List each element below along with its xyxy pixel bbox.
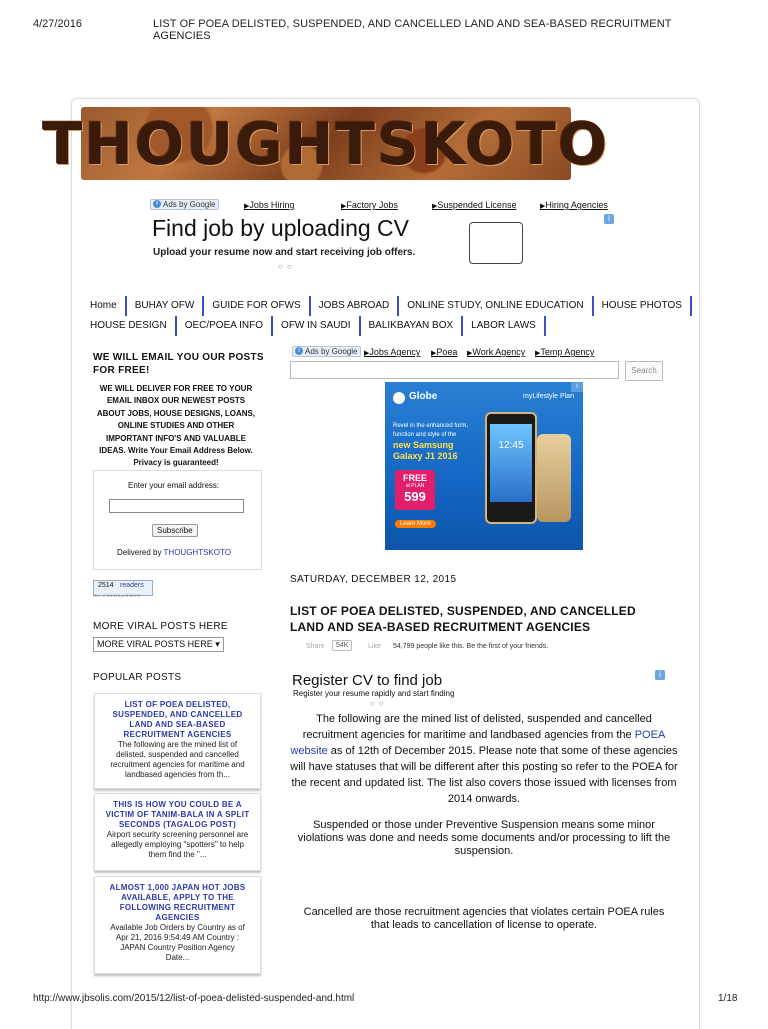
like-button[interactable]: Like bbox=[368, 643, 381, 650]
nav-online-study[interactable]: ONLINE STUDY, ONLINE EDUCATION bbox=[399, 296, 593, 316]
delivered-by-link[interactable]: THOUGHTSKOTO bbox=[163, 548, 231, 557]
email-heading-line2: FOR FREE! bbox=[93, 365, 150, 376]
ad-search-button[interactable]: Search bbox=[625, 361, 663, 381]
ad-link-suspended-license[interactable]: ▶ Suspended License bbox=[432, 200, 516, 210]
subscribe-button[interactable]: Subscribe bbox=[152, 524, 198, 537]
feedburner-caption: BY FEEDBURNER bbox=[94, 593, 141, 598]
ad-info-icon[interactable]: i bbox=[604, 214, 614, 224]
print-page-number: 1/18 bbox=[718, 993, 738, 1004]
share-label[interactable]: Share bbox=[306, 643, 325, 650]
globe-learn-more[interactable]: Learn More bbox=[395, 520, 436, 528]
ad-link-work-agency[interactable]: ▶ Work Agency bbox=[467, 347, 525, 357]
popular-post-title: ALMOST 1,000 JAPAN HOT JOBS AVAILABLE, APPLY TO THE FOLLOWING RECRUITMENT AGENCIES bbox=[109, 883, 246, 922]
popular-post-snippet: The following are the mined list of delisted, suspended and cancelled recruitment agencies for maritime and landbased agencies from th... bbox=[110, 740, 245, 779]
share-count: 54K bbox=[332, 640, 352, 651]
popular-post-title: THIS IS HOW YOU COULD BE A VICTIM OF TANIM-BALA IN A SPLIT SECONDS (TAGALOG POST) bbox=[105, 800, 250, 829]
nav-buhay-ofw[interactable]: BUHAY OFW bbox=[127, 296, 205, 316]
inline-ad-headline[interactable]: Register CV to find job bbox=[292, 672, 443, 689]
ad-subline[interactable]: Upload your resume now and start receiving job offers. bbox=[153, 247, 416, 258]
viral-posts-select[interactable]: MORE VIRAL POSTS HERE ▾ bbox=[93, 637, 224, 652]
like-text: 54,799 people like this. Be the first of your friends. bbox=[393, 643, 549, 650]
ad-pager-dots[interactable]: ○○ bbox=[370, 699, 388, 708]
post-paragraph-1: The following are the mined list of delisted, suspended and cancelled recruitment agencies for maritime and landbased agencies from the POEA website as of 12th of December 2015. Please note that some of these agencies will have statuses that will be different after this posting so refer to the POEA for the recent and updated list. The list also covers those issued with licenses from 2014 onwards. bbox=[290, 713, 678, 805]
ad-info-icon[interactable]: i bbox=[571, 382, 583, 392]
popular-post-card[interactable] bbox=[94, 693, 261, 789]
email-input[interactable] bbox=[109, 499, 244, 513]
ad-link-jobs-hiring[interactable]: ▶ Jobs Hiring bbox=[244, 200, 294, 210]
popular-heading: POPULAR POSTS bbox=[93, 672, 182, 683]
email-label: Enter your email address: bbox=[128, 481, 220, 490]
print-date: 4/27/2016 bbox=[33, 18, 82, 30]
phone-back-image bbox=[537, 434, 571, 522]
ad-search-input[interactable] bbox=[290, 361, 619, 379]
ad-link-jobs-agency[interactable]: ▶ Jobs Agency bbox=[364, 347, 420, 357]
feedburner-readers-badge[interactable]: 2514 readers bbox=[93, 580, 153, 596]
nav-row-1 bbox=[82, 295, 692, 316]
nav-house-photos[interactable]: HOUSE PHOTOS bbox=[594, 296, 692, 316]
popular-post-card[interactable] bbox=[94, 876, 261, 974]
email-heading-line1: WE WILL EMAIL YOU OUR POSTS bbox=[93, 352, 264, 363]
email-description: WE WILL DELIVER FOR FREE TO YOUR EMAIL INBOX OUR NEWEST POSTS ABOUT JOBS, HOUSE DESIGNS, LOANS, ONLINE STUDIES AND OTHER IMPORTANT INFO'S AND VALUABLE IDEAS. Write Your Email Address Below. Privacy is guaranteed! bbox=[96, 384, 256, 468]
ad-open-button[interactable] bbox=[469, 222, 523, 264]
print-title: LIST OF POEA DELISTED, SUSPENDED, AND CANCELLED LAND AND SEA-BASED RECRUITMENT AGENCIES bbox=[153, 18, 672, 42]
site-logo[interactable]: THOUGHTSKOTO bbox=[81, 107, 571, 180]
ad-link-poea[interactable]: ▶ Poea bbox=[431, 347, 457, 357]
globe-lines: Revel in the enhanced form, function and style of the bbox=[393, 423, 469, 438]
ads-by-google-badge[interactable]: i Ads by Google bbox=[292, 346, 361, 357]
poea-website-link[interactable]: website bbox=[290, 745, 328, 757]
popular-post-snippet: Airport security screening personnel are allegedly employing "spotters" to help them find the "... bbox=[106, 830, 249, 859]
nav-row-2 bbox=[82, 315, 546, 336]
ad-link-hiring-agencies[interactable]: ▶ Hiring Agencies bbox=[540, 200, 608, 210]
nav-labor-laws[interactable]: LABOR LAWS bbox=[463, 316, 546, 336]
popular-post-snippet: Available Job Orders by Country as of Apr 21, 2016 9:54:49 AM Country : JAPAN Country Position Agency Date... bbox=[110, 923, 245, 962]
nav-ofw-in-saudi[interactable]: OFW IN SAUDI bbox=[273, 316, 360, 336]
globe-brand: Globe bbox=[409, 391, 438, 402]
post-title[interactable]: LIST OF POEA DELISTED, SUSPENDED, AND CANCELLED LAND AND SEA-BASED RECRUITMENT AGENCIES bbox=[290, 604, 636, 634]
viral-heading: MORE VIRAL POSTS HERE bbox=[93, 621, 228, 632]
popular-post-title: LIST OF POEA DELISTED, SUSPENDED, AND CANCELLED LAND AND SEA-BASED RECRUITMENT AGENCIES bbox=[112, 700, 243, 739]
phone-image: 12:45 bbox=[485, 412, 537, 524]
globe-logo-icon bbox=[393, 392, 405, 404]
nav-jobs-abroad[interactable]: JOBS ABROAD bbox=[311, 296, 400, 316]
print-url: http://www.jbsolis.com/2015/12/list-of-poea-delisted-suspended-and.html bbox=[33, 993, 355, 1004]
nav-balikbayan-box[interactable]: BALIKBAYAN BOX bbox=[361, 316, 464, 336]
ad-link-factory-jobs[interactable]: ▶ Factory Jobs bbox=[341, 200, 398, 210]
post-paragraph-3: Cancelled are those recruitment agencies that violates certain POEA rules that leads to cancellation of license to operate. bbox=[303, 906, 665, 931]
nav-home[interactable]: Home bbox=[82, 296, 127, 316]
ads-by-google-badge[interactable]: i Ads by Google bbox=[150, 199, 219, 210]
ad-pager-dots[interactable]: ○○ bbox=[278, 262, 296, 271]
nav-house-design[interactable]: HOUSE DESIGN bbox=[82, 316, 177, 336]
ad-link-temp-agency[interactable]: ▶ Temp Agency bbox=[535, 347, 594, 357]
ad-headline[interactable]: Find job by uploading CV bbox=[152, 215, 409, 241]
inline-ad-sub[interactable]: Register your resume rapidly and start finding bbox=[293, 689, 455, 698]
post-paragraph-2: Suspended or those under Preventive Suspension means some minor violations was done and needs some documents and/or processing to lift the suspension. bbox=[297, 819, 671, 857]
globe-plan: myLifestyle Plan bbox=[523, 393, 574, 400]
globe-product: new Samsung Galaxy J1 2016 bbox=[393, 440, 458, 461]
globe-price-badge: FREE at PLAN 599 bbox=[395, 470, 435, 510]
ad-info-icon[interactable]: i bbox=[655, 670, 665, 680]
delivered-by: Delivered by THOUGHTSKOTO bbox=[117, 548, 231, 557]
nav-guide-for-ofws[interactable]: GUIDE FOR OFWS bbox=[204, 296, 310, 316]
poea-link[interactable]: POEA bbox=[634, 729, 666, 741]
nav-oec-poea-info[interactable]: OEC/POEA INFO bbox=[177, 316, 273, 336]
chevron-down-icon: ▾ bbox=[215, 639, 220, 649]
post-date: SATURDAY, DECEMBER 12, 2015 bbox=[290, 574, 457, 585]
globe-ad-banner[interactable] bbox=[385, 382, 583, 550]
popular-post-card[interactable] bbox=[94, 793, 261, 871]
